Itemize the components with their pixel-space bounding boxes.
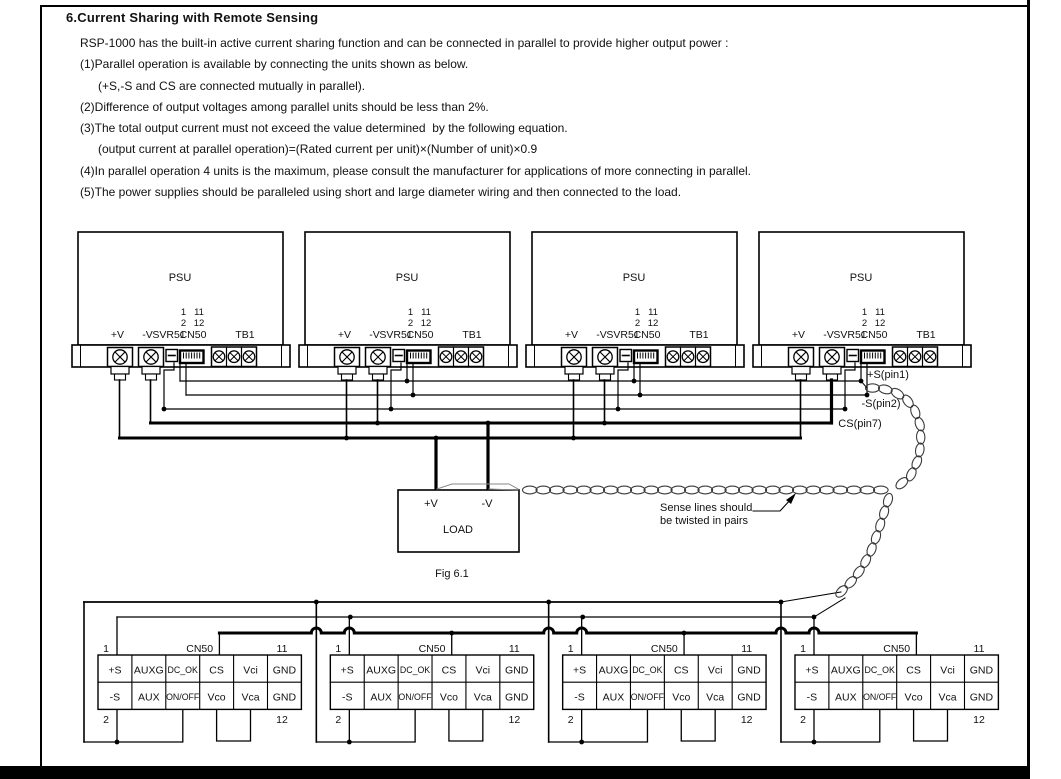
tbl-cell: -S <box>574 691 585 704</box>
tbl-cell: GND <box>737 691 761 704</box>
pin-11-label: 11 <box>648 307 658 318</box>
pin-12-label: 12 <box>874 318 886 329</box>
pin-1-label: 1 <box>634 307 641 318</box>
load-block <box>398 484 519 552</box>
cn50-pinout-table <box>84 602 301 744</box>
item-3-sub: (output current at parallel operation)=(Rated current per unit)×(Number of unit)×0.9 <box>98 142 538 157</box>
twisted-pair-segment <box>914 442 925 457</box>
tbl-cell: ON/OFF <box>863 692 897 702</box>
tbl-pin1: 1 <box>103 643 109 655</box>
twisted-pair-segment <box>766 486 781 494</box>
tbl-cell: DC_OK <box>632 665 663 675</box>
tbl-cell: +S <box>805 664 819 677</box>
svr51-pot-icon <box>620 350 632 362</box>
tbl-wire-minus-s-onoff <box>316 709 415 742</box>
tbl-cell: DC_OK <box>167 665 198 675</box>
twisted-pair-icon <box>523 384 927 600</box>
tbl-cell: AUX <box>602 691 625 704</box>
twisted-pair-segment <box>739 486 754 494</box>
svr51-pot-icon <box>847 350 859 362</box>
psu-wire-cs <box>618 363 628 409</box>
svr51-pot-icon <box>393 350 405 362</box>
twisted-pair-segment <box>806 486 821 494</box>
psu-label: PSU <box>622 272 646 284</box>
vplus-terminal-label: +V <box>791 329 806 341</box>
cn50-label: CN50 <box>406 329 434 341</box>
tbl-cell: -S <box>806 691 818 704</box>
tbl-pin12: 12 <box>508 714 521 726</box>
tb1-terminal-block-icon <box>666 347 711 367</box>
junction-dot <box>571 436 576 441</box>
tbl-cell: GND <box>272 664 297 677</box>
tbl-cell: AUXG <box>366 664 397 677</box>
pin-11-label: 11 <box>194 307 204 318</box>
psu-label: PSU <box>168 272 192 284</box>
vminus-terminal-label: -V <box>596 329 607 341</box>
psu-wire-cs <box>164 363 174 409</box>
tbl-cell: GND <box>505 664 529 677</box>
tbl-pin1: 1 <box>567 643 574 655</box>
section-heading: 6.Current Sharing with Remote Sensing <box>66 10 319 25</box>
twisted-pair-segment <box>752 486 767 494</box>
tbl-cell: AUXG <box>133 664 164 677</box>
svr51-label: SVR51 <box>379 329 413 341</box>
tbl-cell: AUX <box>834 691 857 704</box>
junction-dot <box>314 600 319 605</box>
tb1-label: TB1 <box>235 329 255 341</box>
vminus-terminal-label: -V <box>823 329 834 341</box>
vminus-screw-terminal-icon <box>366 348 391 381</box>
junction-dot <box>682 631 687 636</box>
item-3: (3)The total output current must not exceed the value determined by the following equation. <box>80 121 568 136</box>
tbl-cell: Vci <box>475 664 491 677</box>
tbl-cell: -S <box>109 691 121 704</box>
twisted-pair-segment <box>874 486 889 494</box>
load-vminus-label: -V <box>481 498 493 510</box>
twisted-pair-segment <box>894 475 910 491</box>
tbl-cell: GND <box>969 664 994 677</box>
twisted-pair-segment <box>550 486 565 494</box>
tbl-cell: CS <box>673 664 689 677</box>
twisted-pair-segment <box>712 486 727 494</box>
junction-dot <box>375 421 380 426</box>
tbl-title: CN50 <box>883 643 911 655</box>
junction-dot <box>449 631 454 636</box>
tbl-wire-vco-vca-link <box>449 709 483 741</box>
cn50-connector-icon <box>180 351 204 364</box>
tbl-cell: AUXG <box>598 664 629 677</box>
svr51-pot-icon <box>166 350 178 362</box>
tbl-cell: Vca <box>706 691 725 704</box>
twisted-pair-segment <box>725 486 740 494</box>
cn50-pinout-table <box>781 602 998 744</box>
twisted-pair-segment <box>820 486 835 494</box>
sense-drop-wires <box>781 592 845 617</box>
tbl-cell: CS <box>906 664 921 677</box>
junction-dot <box>115 740 120 745</box>
junction-dot <box>843 407 848 412</box>
figure-caption: Fig 6.1 <box>435 568 469 580</box>
psu-wire-cs <box>391 363 401 409</box>
tbl-pin1: 1 <box>800 643 806 655</box>
tbl-wire-minus-s-onoff <box>84 709 183 742</box>
svr51-label: SVR51 <box>152 329 186 341</box>
twisted-pair-segment <box>859 553 873 569</box>
junction-dot <box>162 407 167 412</box>
junction-dot <box>638 393 643 398</box>
tbl-pin2: 2 <box>103 714 109 726</box>
junction-dot <box>580 615 585 620</box>
tbl-cell: +S <box>572 664 587 677</box>
junction-dot <box>348 615 353 620</box>
junction-dot <box>344 436 349 441</box>
twisted-pair-note <box>660 493 796 527</box>
plus-s-pin-label: +S(pin1) <box>867 369 909 381</box>
tb1-label: TB1 <box>689 329 709 341</box>
cs-pin-label: CS(pin7) <box>838 418 882 430</box>
psu-label: PSU <box>395 272 419 284</box>
junction-dot <box>812 740 817 745</box>
junction-dot <box>579 740 584 745</box>
vplus-screw-terminal-icon <box>108 348 133 381</box>
twisted-pair-segment <box>779 486 794 494</box>
twisted-pair-segment <box>590 486 605 494</box>
item-1-sub: (+S,-S and CS are connected mutually in parallel). <box>98 78 366 93</box>
tbl-wire-vco-vca-link <box>914 709 948 741</box>
tbl-cell: GND <box>969 691 994 704</box>
svr51-label: SVR51 <box>606 329 640 341</box>
twisted-pair-segment <box>604 486 619 494</box>
tbl-wire-minus-s-onoff <box>781 709 880 742</box>
psu-label: PSU <box>849 272 873 284</box>
tb1-terminal-block-icon <box>893 347 938 367</box>
tbl-cell: ON/OFF <box>166 692 200 702</box>
tbl-pin12: 12 <box>973 714 985 726</box>
tbl-cell: DC_OK <box>399 665 431 675</box>
twisted-pair-segment <box>563 486 578 494</box>
junction-dot <box>632 379 637 384</box>
twisted-pair-segment <box>860 486 875 494</box>
tbl-title: CN50 <box>650 643 678 655</box>
tbl-title: CN50 <box>186 643 214 655</box>
tbl-cell: Vci <box>243 664 258 677</box>
tbl-cell: ON/OFF <box>630 692 664 702</box>
vplus-terminal-label: +V <box>564 329 579 341</box>
tbl-cell: Vca <box>938 691 957 704</box>
tbl-cell: CS <box>209 664 224 677</box>
cn50-pinout-table <box>549 602 766 744</box>
junction-dot <box>865 393 870 398</box>
twisted-pair-segment <box>658 486 673 494</box>
tbl-cell: DC_OK <box>864 665 895 675</box>
tbl-pin11: 11 <box>973 643 985 655</box>
vminus-screw-terminal-icon <box>593 348 618 381</box>
twisted-pair-segment <box>843 574 859 590</box>
cn50-connector-icon <box>634 351 658 364</box>
cn50-connector-icon <box>861 351 885 364</box>
tb1-label: TB1 <box>916 329 936 341</box>
tbl-cell: AUX <box>370 691 392 704</box>
psu-unit <box>526 232 744 438</box>
vplus-screw-terminal-icon <box>562 348 587 381</box>
tbl-pin11: 11 <box>741 643 753 655</box>
detail-cs-bus <box>219 628 916 633</box>
tbl-pin11: 11 <box>276 643 288 655</box>
tbl-cell: ON/OFF <box>398 692 432 702</box>
twisted-pair-segment <box>671 486 686 494</box>
twisted-pair-segment <box>900 393 915 409</box>
tbl-cell: Vco <box>904 691 923 704</box>
tbl-cell: Vca <box>473 691 492 704</box>
cn50-label: CN50 <box>179 329 207 341</box>
intro-line: RSP-1000 has the built-in active current sharing function and can be connected in parallel to provide higher output power : <box>80 36 729 50</box>
junction-dot <box>347 740 352 745</box>
twisted-pair-segment <box>793 486 808 494</box>
cn50-pinout-table <box>316 602 533 744</box>
junction-dot <box>779 600 784 605</box>
item-1: (1)Parallel operation is available by connecting the units shown as below. <box>80 57 469 72</box>
vplus-terminal-label: +V <box>337 329 352 341</box>
pin-2-label: 2 <box>634 318 641 329</box>
pin-2-label: 2 <box>861 318 868 329</box>
tbl-title: CN50 <box>418 643 446 655</box>
tbl-cell: Vco <box>672 691 691 704</box>
vplus-terminal-label: +V <box>110 329 125 341</box>
cn50-detail-buses <box>84 602 916 633</box>
sense-line-from-plus <box>437 484 518 489</box>
tbl-cell: Vci <box>707 664 723 677</box>
tb1-terminal-block-icon <box>212 347 257 367</box>
tbl-cell: Vca <box>241 691 260 704</box>
vminus-terminal-label: -V <box>369 329 380 341</box>
tbl-pin2: 2 <box>800 714 806 726</box>
tbl-pin12: 12 <box>740 714 753 726</box>
tbl-wire-vco-vca-link <box>217 709 251 741</box>
vminus-screw-terminal-icon <box>820 348 845 381</box>
note-line-1: Sense lines should <box>660 502 753 514</box>
psu-unit <box>299 232 517 438</box>
pin-12-label: 12 <box>193 318 205 329</box>
pin-1-label: 1 <box>180 307 187 318</box>
twisted-pair-segment <box>834 583 850 599</box>
tbl-pin12: 12 <box>276 714 288 726</box>
junction-dot <box>389 407 394 412</box>
pin-12-label: 12 <box>647 318 659 329</box>
twisted-pair-segment <box>833 486 848 494</box>
twisted-pair-segment <box>536 486 551 494</box>
twisted-pair-segment <box>631 486 646 494</box>
note-line-2: be twisted in pairs <box>660 515 749 527</box>
tbl-wire-vco-vca-link <box>681 709 715 741</box>
junction-dot <box>405 379 410 384</box>
load-box <box>398 490 519 552</box>
tbl-pin2: 2 <box>567 714 574 726</box>
pin-2-label: 2 <box>407 318 414 329</box>
tbl-cell: Vco <box>439 691 458 704</box>
svr51-label: SVR51 <box>833 329 867 341</box>
tbl-pin1: 1 <box>335 643 342 655</box>
item-4: (4)In parallel operation 4 units is the maximum, please consult the manufacturer for applications of more connecting in parallel. <box>80 163 752 178</box>
twisted-pair-segment <box>847 486 862 494</box>
tbl-cell: AUXG <box>830 664 861 677</box>
twisted-pair-segment <box>877 384 893 396</box>
cn50-connector-icon <box>407 351 431 364</box>
tbl-cell: +S <box>340 664 354 677</box>
tbl-cell: GND <box>505 691 529 704</box>
twisted-pair-segment <box>577 486 592 494</box>
twisted-pair-segment <box>644 486 659 494</box>
pin-2-label: 2 <box>180 318 187 329</box>
junction-dot <box>602 421 607 426</box>
twisted-pair-segment <box>523 486 538 494</box>
junction-dot <box>616 407 621 412</box>
junction-dot <box>434 436 439 441</box>
minus-s-pin-label: -S(pin2) <box>861 398 901 410</box>
junction-dot <box>812 615 817 620</box>
cn50-label: CN50 <box>860 329 888 341</box>
load-label: LOAD <box>443 524 473 536</box>
pin-11-label: 11 <box>875 307 885 318</box>
tbl-cell: Vco <box>207 691 226 704</box>
vminus-terminal-label: -V <box>142 329 153 341</box>
psu-wire-cs <box>845 363 855 409</box>
pin-12-label: 12 <box>420 318 432 329</box>
twisted-pair-segment <box>685 486 700 494</box>
twisted-pair-segment <box>851 564 866 580</box>
pin-11-label: 11 <box>421 307 431 318</box>
tbl-cell: Vci <box>940 664 955 677</box>
tbl-cell: CS <box>441 664 457 677</box>
cn50-label: CN50 <box>633 329 661 341</box>
tbl-wire-minus-s-onoff <box>549 709 648 742</box>
vplus-screw-terminal-icon <box>789 348 814 381</box>
junction-dot <box>486 421 491 426</box>
junction-dot <box>411 393 416 398</box>
tbl-cell: GND <box>737 664 761 677</box>
tb1-terminal-block-icon <box>439 347 484 367</box>
junction-dot <box>859 379 864 384</box>
tb1-label: TB1 <box>462 329 482 341</box>
pin-1-label: 1 <box>407 307 414 318</box>
psu-unit <box>72 232 290 438</box>
item-5: (5)The power supplies should be paralleled using short and large diameter wiring and then connected to the load. <box>80 185 682 200</box>
vminus-screw-terminal-icon <box>139 348 164 381</box>
junction-dot <box>546 600 551 605</box>
item-2: (2)Difference of output voltages among parallel units should be less than 2%. <box>80 99 489 114</box>
twisted-pair-segment <box>916 430 925 444</box>
twisted-pair-segment <box>617 486 632 494</box>
pin-1-label: 1 <box>861 307 868 318</box>
tbl-pin2: 2 <box>335 714 342 726</box>
tbl-cell: AUX <box>138 691 160 704</box>
tbl-pin11: 11 <box>508 643 520 655</box>
tbl-cell: +S <box>108 664 122 677</box>
twisted-pair-segment <box>698 486 713 494</box>
tbl-cell: -S <box>341 691 353 704</box>
load-vplus-label: +V <box>424 498 438 510</box>
vplus-screw-terminal-icon <box>335 348 360 381</box>
tbl-cell: GND <box>272 691 297 704</box>
